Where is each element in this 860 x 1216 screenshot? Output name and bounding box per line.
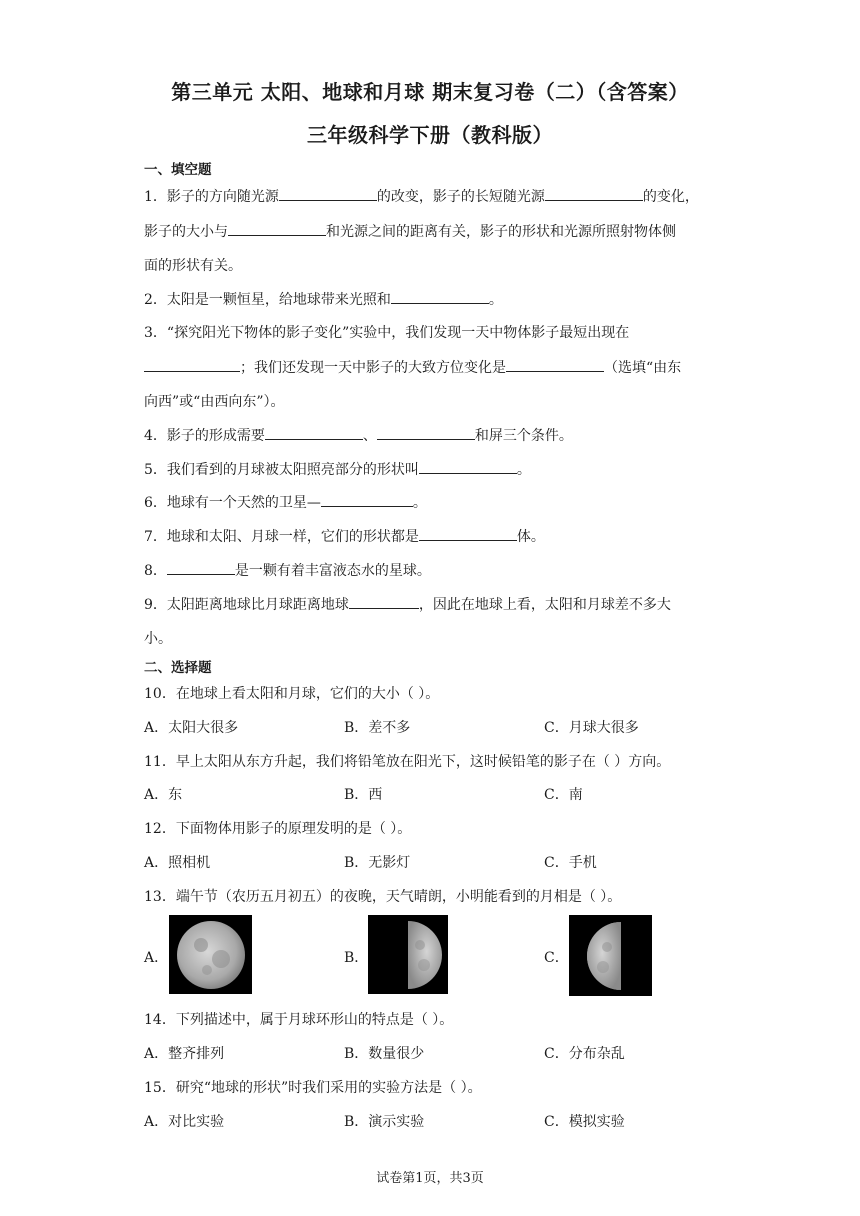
option-a[interactable]: A．对比实验: [144, 1114, 225, 1130]
question-9-line-2: [144, 628, 172, 648]
blank[interactable]: [144, 357, 240, 372]
q1-text-c: 的变化，: [642, 189, 699, 205]
q3-text-b: ；我们还发现一天中影子的大致方位变化是: [240, 360, 506, 376]
option-b[interactable]: B．西: [344, 787, 383, 803]
blank[interactable]: [321, 492, 413, 507]
last-quarter-moon-image: [569, 915, 652, 996]
question-3-line-3: [144, 391, 284, 411]
q4-text-a: 4．影子的形成需要: [144, 428, 265, 444]
blank[interactable]: [265, 425, 363, 440]
question-11: 11．早上太阳从东方升起，我们将铅笔放在阳光下，这时候铅笔的影子在（ ）方向。: [144, 754, 671, 770]
question-7: [144, 526, 545, 546]
option-a[interactable]: A．: [144, 950, 169, 966]
question-14: 14．下列描述中，属于月球环形山的特点是（ ）。: [144, 1012, 454, 1028]
question-3-line-1: [144, 322, 629, 342]
question-9-line-1: [144, 594, 671, 614]
option-c[interactable]: C．模拟实验: [544, 1114, 625, 1130]
question-4: [144, 425, 573, 445]
option-c[interactable]: C．分布杂乱: [544, 1046, 625, 1062]
full-moon-image: [169, 915, 252, 994]
blank[interactable]: [349, 594, 419, 609]
title-line-1: 第三单元 太阳、地球和月球 期末复习卷（二）（含答案）: [171, 80, 689, 104]
q6-text-a: 6．地球有一个天然的卫星—: [144, 495, 321, 511]
section-fill-in: 一、填空题: [144, 162, 212, 178]
q1-text-b: 的改变，影子的长短随光源: [376, 189, 545, 205]
question-10: 10．在地球上看太阳和月球，它们的大小（ ）。: [144, 686, 440, 702]
blank[interactable]: [391, 289, 489, 304]
q3-text-a: 3．“探究阳光下物体的影子变化”实验中，我们发现一天中物体影子最短出现在: [144, 325, 630, 341]
option-b[interactable]: B．无影灯: [344, 855, 411, 871]
q4-text-b: 、: [362, 428, 377, 444]
option-c[interactable]: C．月球大很多: [544, 720, 639, 736]
question-3-line-2: [144, 357, 681, 377]
first-quarter-moon-image: [368, 915, 448, 994]
blank[interactable]: [167, 560, 235, 575]
q9-text-b: ，因此在地球上看，太阳和月球差不多大: [418, 597, 671, 613]
blank[interactable]: [377, 425, 475, 440]
option-c[interactable]: C．: [544, 950, 569, 966]
q3-text-d: 向西”或“由西向东”）。: [144, 394, 285, 410]
question-1-line-1: [144, 186, 699, 206]
q9-text-a: 9．太阳距离地球比月球距离地球: [144, 597, 349, 613]
q8-text-a: 8．: [144, 563, 167, 579]
blank[interactable]: [545, 186, 643, 201]
option-a[interactable]: A．东: [144, 787, 183, 803]
question-15: 15．研究“地球的形状”时我们采用的实验方法是（ ）。: [144, 1080, 482, 1096]
question-6: [144, 492, 427, 512]
question-8: [144, 560, 431, 580]
section-multiple-choice: 二、选择题: [144, 660, 212, 676]
question-13: 13．端午节（农历五月初五）的夜晚，天气晴朗，小明能看到的月相是（ ）。: [144, 889, 622, 905]
question-1-line-2: [144, 221, 676, 241]
option-b[interactable]: B．演示实验: [344, 1114, 425, 1130]
q2-text-a: 2．太阳是一颗恒星，给地球带来光照和: [144, 292, 391, 308]
q4-text-c: 和屏三个条件。: [474, 428, 573, 444]
q1-text-e: 和光源之间的距离有关，影子的形状和光源所照射物体侧: [326, 224, 676, 240]
option-a[interactable]: A．整齐排列: [144, 1046, 225, 1062]
q3-text-c: （选填“由东: [604, 360, 682, 376]
option-a[interactable]: A．太阳大很多: [144, 720, 239, 736]
q6-text-b: 。: [412, 495, 427, 511]
blank[interactable]: [228, 221, 326, 236]
option-b[interactable]: B．数量很少: [344, 1046, 425, 1062]
q9-text-c: 小。: [144, 631, 172, 647]
q1-text-f: 面的形状有关。: [144, 258, 242, 274]
blank[interactable]: [419, 459, 517, 474]
question-2: [144, 289, 503, 309]
q1-text-a: 1．影子的方向随光源: [144, 189, 279, 205]
option-b[interactable]: B．差不多: [344, 720, 411, 736]
question-12: 12．下面物体用影子的原理发明的是（ ）。: [144, 821, 412, 837]
question-1-line-3: [144, 255, 242, 275]
option-c[interactable]: C．手机: [544, 855, 597, 871]
question-5: [144, 459, 531, 479]
title-line-2: 三年级科学下册（教科版）: [307, 123, 553, 147]
page-footer: 试卷第1页，共3页: [376, 1171, 484, 1186]
option-b[interactable]: B．: [344, 950, 369, 966]
q1-text-d: 影子的大小与: [144, 224, 228, 240]
option-c[interactable]: C．南: [544, 787, 583, 803]
blank[interactable]: [506, 357, 604, 372]
blank[interactable]: [419, 526, 517, 541]
q2-text-b: 。: [488, 292, 503, 308]
q5-text-b: 。: [516, 462, 531, 478]
q8-text-b: 是一颗有着丰富液态水的星球。: [234, 563, 431, 579]
blank[interactable]: [279, 186, 377, 201]
q7-text-b: 体。: [516, 529, 545, 545]
q7-text-a: 7．地球和太阳、月球一样，它们的形状都是: [144, 529, 419, 545]
q5-text-a: 5．我们看到的月球被太阳照亮部分的形状叫: [144, 462, 419, 478]
option-a[interactable]: A．照相机: [144, 855, 211, 871]
